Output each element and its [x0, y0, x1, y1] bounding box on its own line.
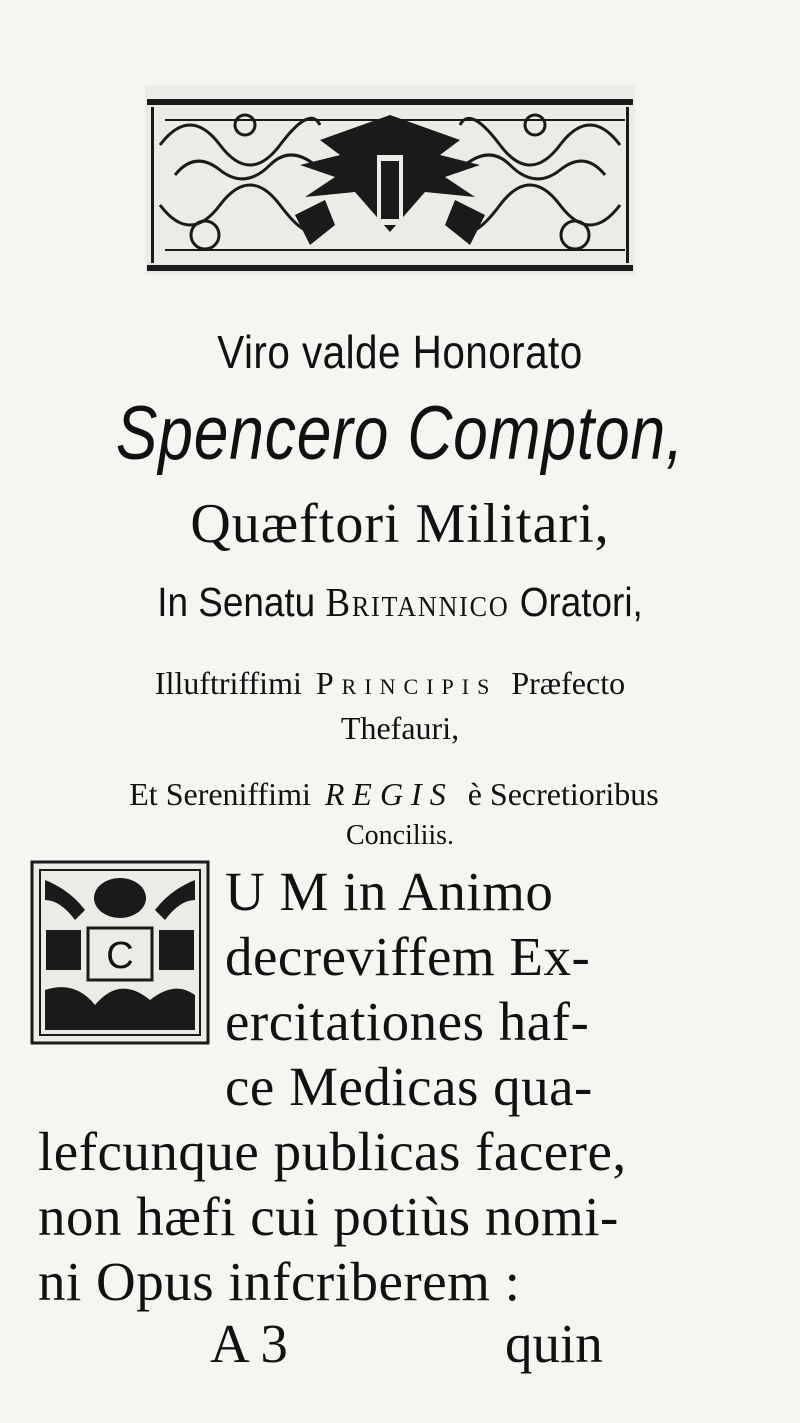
ornamental-headpiece — [145, 85, 635, 275]
line5-spaced: Principis — [315, 665, 498, 701]
decorated-initial — [30, 860, 210, 1045]
body-line-5: lefcunque publicas facere, — [38, 1121, 627, 1182]
dedication-line-1: Viro valde Honorato — [217, 326, 583, 378]
line5-part-a: Illuftriffimi — [154, 665, 302, 701]
line7-italic: REGIS — [324, 776, 454, 812]
body-line-3: ercitationes haf- — [225, 991, 590, 1052]
dedication-line-8: Conciliis. — [345, 820, 455, 851]
dedication-name: Spencero Compton, — [115, 391, 685, 476]
dedication-line-6: Thefauri, — [340, 710, 460, 746]
body-line-1: U M in Animo — [225, 861, 554, 922]
line7-part-a: Et Sereniffimi — [129, 776, 311, 812]
line5-part-b: Præfecto — [511, 665, 626, 701]
body-line-6: non hæfi cui potiùs nomi- — [38, 1186, 619, 1247]
body-line-4: ce Medicas qua- — [225, 1056, 593, 1117]
dedication-title: Quæftori Militari, — [190, 493, 610, 555]
line4-part-a: In Senatu — [157, 579, 326, 625]
body-line-2: decreviffem Ex- — [225, 926, 591, 987]
initial-letter: C — [106, 935, 134, 977]
line4-smallcaps: Britannico — [325, 579, 510, 625]
dedication-line-5 — [0, 665, 790, 702]
catchword: quin — [505, 1313, 603, 1374]
dedication-line-4 — [40, 578, 760, 626]
body-line-7: ni Opus infcriberem : — [38, 1251, 521, 1312]
dedication-line-7 — [0, 776, 794, 813]
line7-part-b: è Secretioribus — [467, 776, 659, 812]
line4-part-b: Oratori, — [509, 579, 643, 625]
signature-mark: A 3 — [210, 1313, 288, 1374]
